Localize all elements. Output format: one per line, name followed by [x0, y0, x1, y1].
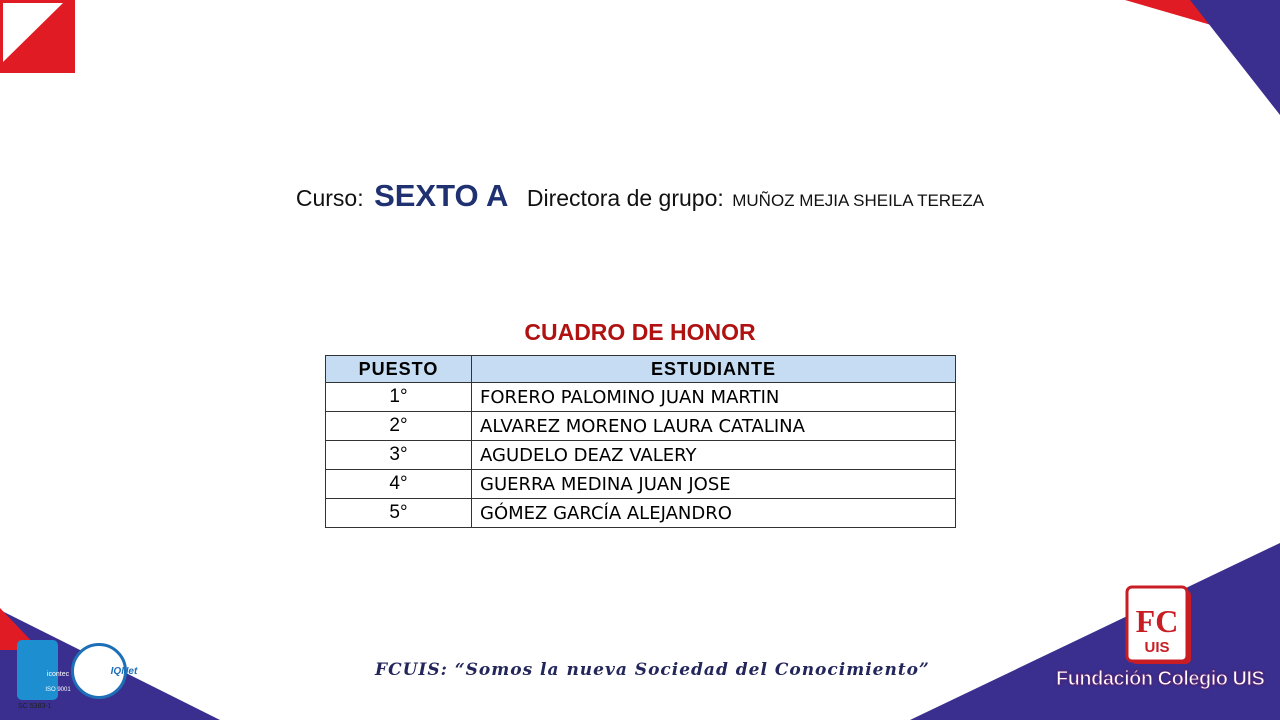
top-right-purple-shape [1190, 0, 1280, 115]
column-header-position: PUESTO [326, 356, 472, 383]
table-row [326, 412, 956, 441]
iqnet-certification-badge [71, 643, 138, 699]
iqnet-name: IQNet [110, 666, 138, 677]
student-cell: GÓMEZ GARCÍA ALEJANDRO [472, 499, 956, 528]
svg-text:FC: FC [1135, 603, 1179, 639]
director-value: MUÑOZ MEJIA SHEILA TEREZA [732, 191, 985, 210]
bottom-right-purple-shape [910, 543, 1280, 720]
table-row [326, 441, 956, 470]
icontec-name: icontec [46, 671, 70, 678]
certification-code: SC 5383-1 [18, 703, 52, 710]
table-row [326, 499, 956, 528]
icontec-certification-badge [17, 640, 71, 700]
table-row [326, 470, 956, 499]
student-cell: ALVAREZ MORENO LAURA CATALINA [472, 412, 956, 441]
position-cell: 2° [326, 412, 472, 441]
school-logo-label: Fundación Colegio UIS [1056, 668, 1265, 690]
director-label: Directora de grupo: [526, 185, 724, 211]
course-value: SEXTO A [374, 178, 509, 213]
course-label: Curso: [295, 185, 364, 211]
column-header-student: ESTUDIANTE [472, 356, 956, 383]
position-cell: 4° [326, 470, 472, 499]
student-cell: AGUDELO DEAZ VALERY [472, 441, 956, 470]
honor-roll-table [325, 355, 956, 528]
student-cell: GUERRA MEDINA JUAN JOSE [472, 470, 956, 499]
position-cell: 5° [326, 499, 472, 528]
course-info-line [0, 178, 1280, 214]
position-cell: 1° [326, 383, 472, 412]
honor-roll-title: CUADRO DE HONOR [524, 319, 756, 345]
student-cell: FORERO PALOMINO JUAN MARTIN [472, 383, 956, 412]
svg-text:UIS: UIS [1144, 639, 1170, 656]
school-motto: FCUIS: “Somos la nueva Sociedad del Conocimiento” [375, 660, 930, 680]
school-logo-icon [1127, 587, 1191, 664]
table-row [326, 383, 956, 412]
icontec-iso: ISO 9001 [45, 687, 71, 693]
position-cell: 3° [326, 441, 472, 470]
table-header-row [326, 356, 956, 383]
